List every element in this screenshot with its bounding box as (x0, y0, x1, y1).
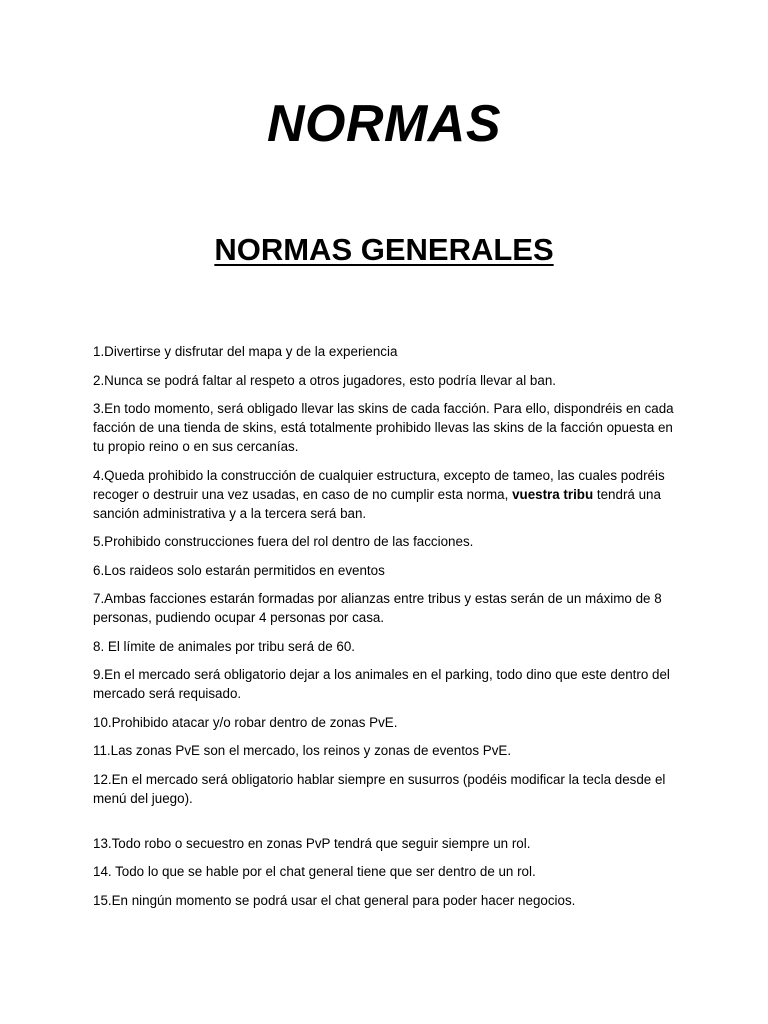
section-heading-wrap (0, 230, 768, 270)
rule-item: 9.En el mercado será obligatorio dejar a los animales en el parking, todo dino que este dentro del mercado será requisado. (93, 667, 670, 701)
rule-emphasis: vuestra tribu (512, 486, 594, 502)
rule-item: 14. Todo lo que se hable por el chat general tiene que ser dentro de un rol. (93, 864, 536, 879)
rule-item (93, 466, 683, 523)
rule-item: 13.Todo robo o secuestro en zonas PvP tendrá que seguir siempre un rol. (93, 835, 531, 851)
rule-item: 12.En el mercado será obligatorio hablar siempre en susurros (podéis modificar la tecla desde el menú del juego). (93, 771, 666, 806)
rules-list (93, 342, 683, 919)
rule-item: 1.Divertirse y disfrutar del mapa y de la experiencia (93, 344, 398, 359)
rule-item: 6.Los raideos solo estarán permitidos en eventos (93, 562, 385, 578)
rule-item: 3.En todo momento, será obligado llevar las skins de cada facción. Para ello, dispondréis en cada facción de una tienda de skins, está totalmente prohibido llevas las skins de la facción opuesta en tu propio reino o en sus cercanías. (93, 401, 674, 454)
rule-item: 8. El límite de animales por tribu será de 60. (93, 638, 355, 654)
section-heading: NORMAS GENERALES (214, 232, 554, 267)
rule-item: 2.Nunca se podrá faltar al respeto a otros jugadores, esto podría llevar al ban. (93, 372, 556, 388)
rule-item: 7.Ambas facciones estarán formadas por alianzas entre tribus y estas serán de un máximo de 8 personas, pudiendo ocupar 4 personas por casa. (93, 591, 662, 625)
rule-text: 4.Queda prohibido la construcción de cualquier estructura, excepto de tameo, las cuales podréis recoger o destruir una vez usadas, en caso de no cumplir esta norma, (93, 467, 665, 502)
rule-item: 15.En ningún momento se podrá usar el chat general para poder hacer negocios. (93, 892, 576, 908)
rule-item: 11.Las zonas PvE son el mercado, los reinos y zonas de eventos PvE. (93, 743, 512, 758)
page-title: NORMAS (266, 95, 502, 153)
rule-item: 10.Prohibido atacar y/o robar dentro de zonas PvE. (93, 714, 398, 730)
rule-text: tendrá una sanción administrativa y a la tercera será ban. (93, 486, 661, 521)
rule-item: 5.Prohibido construcciones fuera del rol dentro de las facciones. (93, 534, 474, 549)
